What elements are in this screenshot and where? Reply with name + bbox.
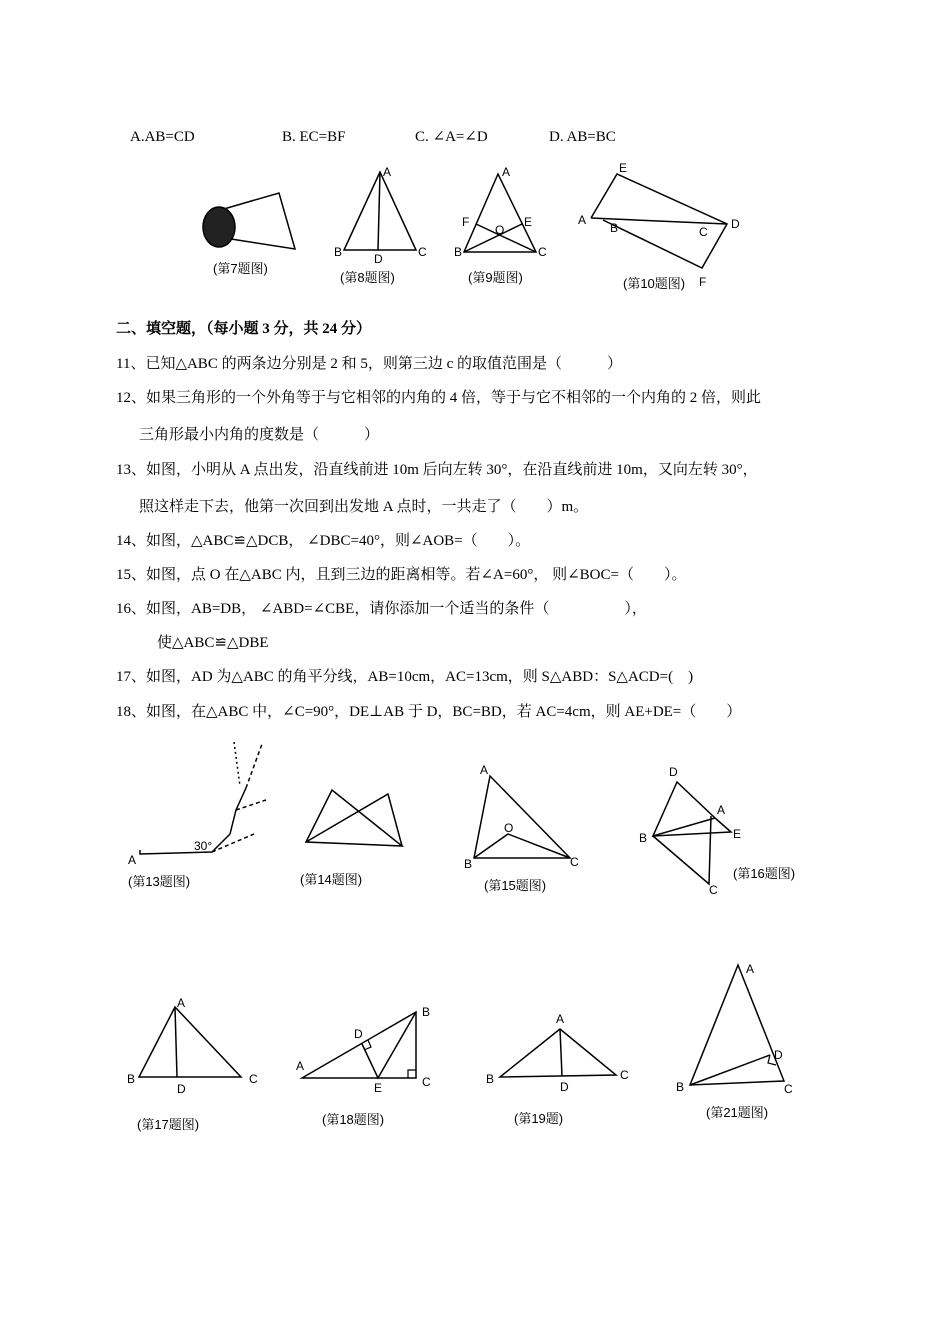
label-b: B [639,831,648,845]
label-b: B [464,857,473,871]
figure-16 [635,762,815,897]
label-e: E [619,161,628,175]
label-c: C [422,1075,431,1089]
fig15-caption: (第15题图) [484,878,547,893]
figure-8 [330,162,430,287]
figure-13 [120,738,280,898]
fig7-caption: (第7题图) [213,261,268,276]
label-o: O [504,821,514,835]
label-a: A [746,962,755,976]
fig19-caption: (第19题) [514,1111,564,1126]
label-b: B [334,245,343,259]
fig10-caption: (第10题图) [623,276,686,291]
option-a: A.AB=CD [130,129,195,145]
label-a: A [177,996,186,1010]
question-13-line2: 照这样走下去，他第一次回到出发地 A 点时，一共走了（ ）m。 [139,499,589,515]
question-16-line2: 使△ABC≌△DBE [157,635,269,651]
angle-label: 30° [194,839,213,853]
figure-19 [482,1005,637,1135]
label-d: D [560,1080,569,1094]
label-d: D [731,217,740,231]
question-17: 17、如图，AD 为△ABC 的角平分线，AB=10cm，AC=13cm，则 S△ABD：S△ACD=( ) [116,669,694,685]
figure-15 [458,762,588,897]
fig14-caption: (第14题图) [300,872,363,887]
label-a: A [383,165,392,179]
option-b: B. EC=BF [282,129,346,145]
fig16-caption: (第16题图) [733,866,796,881]
label-a: A [296,1059,305,1073]
label-a: A [502,165,511,179]
fig17-caption: (第17题图) [137,1117,200,1132]
label-b: B [127,1072,136,1086]
label-d: D [669,765,678,779]
scribble-blob [203,207,235,247]
label-b: B [486,1072,495,1086]
label-c: C [699,225,708,239]
figure-10 [575,158,745,293]
figure-21 [672,955,812,1130]
question-15: 15、如图，点 O 在△ABC 内，且到三边的距离相等。若∠A=60°， 则∠BOC=（ ）。 [116,567,687,583]
label-b: B [422,1005,431,1019]
label-c: C [620,1068,629,1082]
section-heading: 二、填空题，（每小题 3 分，共 24 分） [116,321,372,337]
question-12-line1: 12、如果三角形的一个外角等于与它相邻的内角的 4 倍，等于与它不相邻的一个内角的 2 倍，则此 [116,390,762,406]
question-11: 11、已知△ABC 的两条边分别是 2 和 5，则第三边 c 的取值范围是（ ） [116,356,622,372]
label-c: C [418,245,427,259]
label-a: A [578,213,587,227]
figure-17 [125,995,270,1140]
label-c: C [784,1082,793,1096]
label-a: A [717,803,726,817]
label-e: E [733,827,742,841]
label-o: O [495,223,505,237]
figure-14 [298,780,418,895]
figure-9 [452,162,552,287]
label-e: E [374,1081,383,1095]
label-d: D [374,252,383,266]
label-c: C [538,245,547,259]
label-f: F [462,215,470,229]
label-c: C [249,1072,258,1086]
question-13-line1: 13、如图，小明从 A 点出发，沿直线前进 10m 后向左转 30°，在沿直线前进 10m，又向左转 30°， [116,462,758,478]
label-a: A [128,853,137,867]
question-14: 14、如图，△ABC≌△DCB， ∠DBC=40°，则∠AOB=（ ）。 [116,533,531,549]
label-d: D [354,1027,363,1041]
fig9-caption: (第9题图) [468,270,523,285]
label-b: B [610,221,619,235]
label-b: B [676,1080,685,1094]
fig18-caption: (第18题图) [322,1112,385,1127]
figure-18 [292,1000,447,1135]
label-f: F [699,275,707,289]
fig8-caption: (第8题图) [340,270,395,285]
label-c: C [709,883,718,897]
label-d: D [177,1082,186,1096]
label-c: C [570,855,579,869]
question-18: 18、如图，在△ABC 中，∠C=90°，DE⊥AB 于 D，BC=BD，若 AC=4cm，则 AE+DE=（ ） [116,704,742,720]
label-a: A [480,763,489,777]
question-16-line1: 16、如图，AB=DB， ∠ABD=∠CBE，请你添加一个适当的条件（ ）， [116,601,647,617]
fig21-caption: (第21题图) [706,1105,769,1120]
fig13-caption: (第13题图) [128,874,191,889]
option-c: C. ∠A=∠D [415,129,488,145]
figure-7 [195,185,305,285]
option-d: D. AB=BC [549,129,616,145]
label-a: A [556,1012,565,1026]
label-e: E [524,215,533,229]
label-d: D [774,1048,783,1062]
question-12-line2: 三角形最小内角的度数是（ ） [139,427,380,443]
label-b: B [454,245,463,259]
